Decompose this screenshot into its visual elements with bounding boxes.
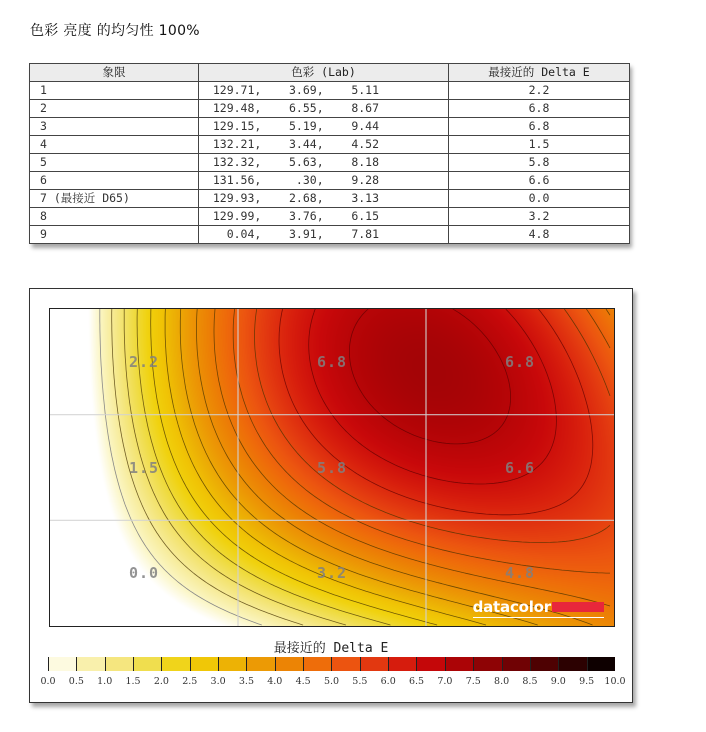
delta-e-cell: 3.2 — [449, 208, 630, 226]
colorbar-swatch — [105, 657, 133, 671]
lab-cell: 131.56, .30, 9.28 — [199, 172, 449, 190]
colorbar-swatch — [190, 657, 218, 671]
colorbar-swatch — [445, 657, 473, 671]
colorbar-tick-label: 0.0 — [40, 676, 56, 687]
quadrant-cell: 5 — [30, 154, 199, 172]
colorbar-tick-label: 10.0 — [604, 676, 626, 687]
logo-bar — [552, 602, 604, 612]
cell-value-label: 4.8 — [504, 564, 536, 583]
colorbar-swatch — [218, 657, 246, 671]
colorbar-swatch — [502, 657, 530, 671]
contour-line — [349, 309, 510, 444]
lab-cell: 132.32, 5.63, 8.18 — [199, 154, 449, 172]
cell-value-label: 6.6 — [504, 458, 536, 477]
colorbar-tick-label: 9.5 — [579, 676, 595, 687]
table-row — [30, 172, 630, 190]
colorbar-tick-label: 1.5 — [125, 676, 141, 687]
colorbar-swatch — [587, 657, 615, 671]
quadrant-cell: 2 — [30, 100, 199, 118]
lab-cell: 129.15, 5.19, 9.44 — [199, 118, 449, 136]
header-delta-e: 最接近的 Delta E — [449, 64, 630, 82]
colorbar — [48, 657, 615, 671]
header-quadrant: 象限 — [30, 64, 199, 82]
quadrant-cell: 8 — [30, 208, 199, 226]
colorbar-swatch — [161, 657, 189, 671]
quadrant-table-container — [29, 63, 629, 244]
delta-e-cell: 6.8 — [449, 118, 630, 136]
contour-line — [151, 309, 437, 625]
quadrant-cell: 7 (最接近 D65) — [30, 190, 199, 208]
table-row — [30, 190, 630, 208]
colorbar-tick-label: 7.5 — [465, 676, 481, 687]
table-row — [30, 118, 630, 136]
quadrant-cell: 4 — [30, 136, 199, 154]
colorbar-tick-label: 2.5 — [182, 676, 198, 687]
colorbar-swatch — [530, 657, 558, 671]
header-lab: 色彩 (Lab) — [199, 64, 449, 82]
lab-cell: 129.48, 6.55, 8.67 — [199, 100, 449, 118]
lab-cell: 132.21, 3.44, 4.52 — [199, 136, 449, 154]
delta-e-cell: 4.8 — [449, 226, 630, 244]
contour-line — [255, 309, 611, 543]
quadrant-cell: 9 — [30, 226, 199, 244]
lab-cell: 129.99, 3.76, 6.15 — [199, 208, 449, 226]
table-row — [30, 136, 630, 154]
delta-e-cell: 6.6 — [449, 172, 630, 190]
colorbar-swatch — [76, 657, 104, 671]
colorbar-swatch — [360, 657, 388, 671]
cell-value-label: 6.8 — [504, 352, 536, 371]
colorbar-tick-label: 5.0 — [323, 676, 340, 687]
colorbar-tick-label: 8.0 — [494, 676, 510, 687]
quadrant-cell: 6 — [30, 172, 199, 190]
table-row — [30, 82, 630, 100]
delta-e-cell: 5.8 — [449, 154, 630, 172]
colorbar-tick-label: 6.5 — [408, 676, 425, 687]
colorbar-tick-label: 2.0 — [153, 676, 169, 687]
colorbar-tick-label: 9.0 — [550, 676, 566, 687]
quadrant-cell: 1 — [30, 82, 199, 100]
table-row — [30, 100, 630, 118]
cell-value-label: 5.8 — [316, 458, 348, 477]
delta-e-cell: 6.8 — [449, 100, 630, 118]
colorbar-swatch — [48, 657, 76, 671]
colorbar-swatch — [416, 657, 444, 671]
colorbar-swatch — [246, 657, 274, 671]
colorbar-tick-label: 3.5 — [238, 676, 254, 687]
table-row — [30, 208, 630, 226]
colorbar-swatch — [331, 657, 359, 671]
colorbar-swatch — [473, 657, 501, 671]
colorbar-tick-label: 3.0 — [210, 676, 226, 687]
contour-line — [279, 309, 593, 515]
quadrant-cell: 3 — [30, 118, 199, 136]
lab-cell: 0.04, 3.91, 7.81 — [199, 226, 449, 244]
colorbar-swatch — [388, 657, 416, 671]
colorbar-tick-label: 8.5 — [522, 676, 538, 687]
heatmap-plot — [49, 308, 615, 627]
colorbar-tick-label: 5.5 — [352, 676, 368, 687]
colorbar-ticks — [30, 676, 632, 688]
datacolor-logo: datacolor — [473, 598, 604, 618]
colorbar-tick-label: 1.0 — [97, 676, 113, 687]
cell-value-label: 0.0 — [128, 564, 160, 583]
delta-e-cell: 1.5 — [449, 136, 630, 154]
colorbar-swatch — [303, 657, 331, 671]
table-row — [30, 154, 630, 172]
contour-line — [137, 309, 390, 625]
cell-value-label: 2.2 — [128, 352, 160, 371]
cell-value-label: 6.8 — [316, 352, 348, 371]
quadrant-table — [29, 63, 630, 244]
cell-value-label: 1.5 — [128, 458, 160, 477]
delta-e-cell: 2.2 — [449, 82, 630, 100]
colorbar-tick-label: 6.0 — [380, 676, 396, 687]
table-header-row — [30, 64, 630, 82]
table-row — [30, 226, 630, 244]
colorbar-tick-label: 0.5 — [68, 676, 84, 687]
colorbar-swatch — [558, 657, 586, 671]
colorbar-swatch — [275, 657, 303, 671]
lab-cell: 129.93, 2.68, 3.13 — [199, 190, 449, 208]
colorbar-title: 最接近的 Delta E — [273, 641, 389, 656]
delta-e-cell: 0.0 — [449, 190, 630, 208]
colorbar-swatch — [133, 657, 161, 671]
page-title: 色彩 亮度 的均匀性 100% — [30, 23, 200, 39]
uniformity-chart — [29, 288, 633, 703]
cell-value-label: 3.2 — [316, 564, 348, 583]
colorbar-tick-label: 4.0 — [267, 676, 283, 687]
colorbar-tick-label: 4.5 — [295, 676, 311, 687]
colorbar-tick-label: 7.0 — [437, 676, 453, 687]
lab-cell: 129.71, 3.69, 5.11 — [199, 82, 449, 100]
